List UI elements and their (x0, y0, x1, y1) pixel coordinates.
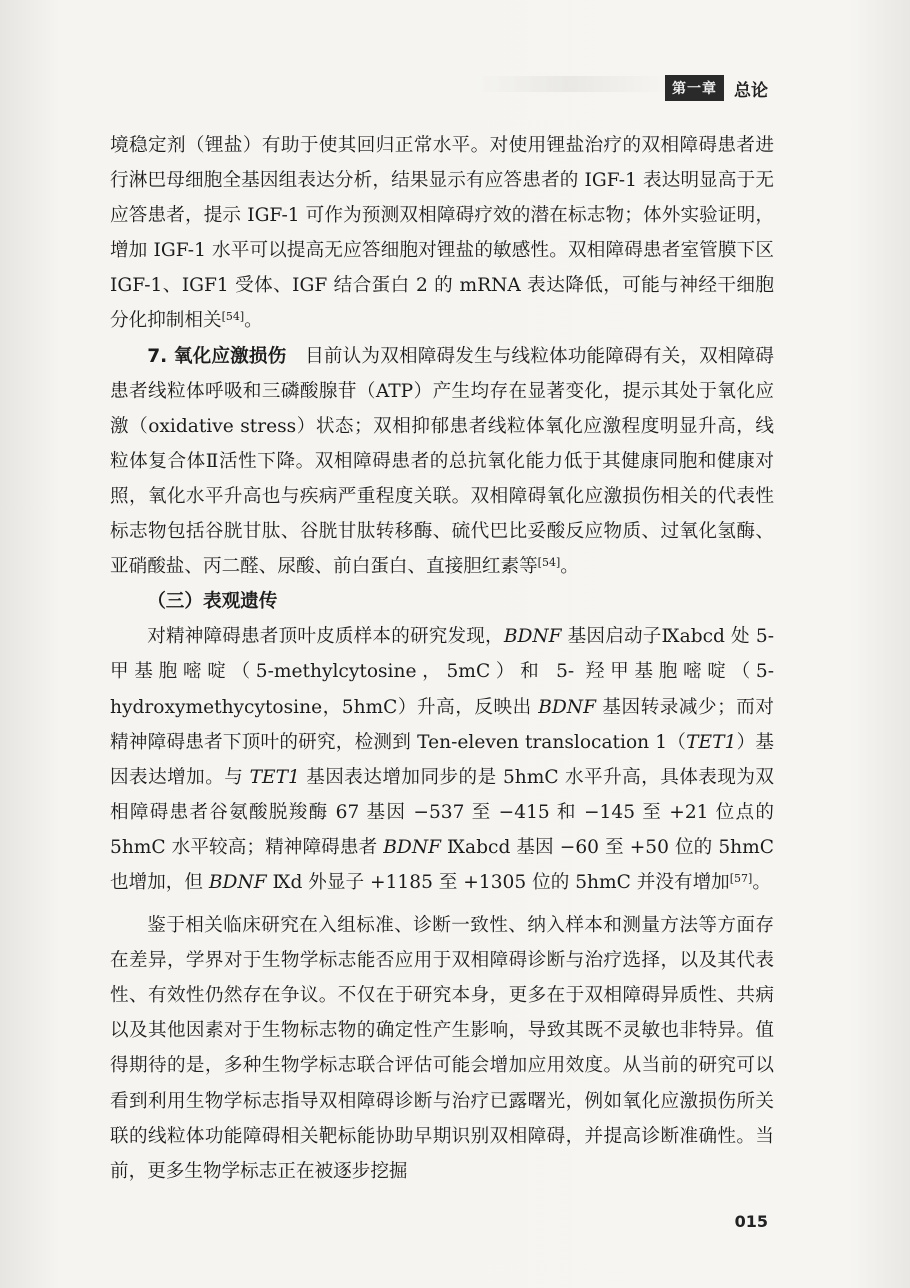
running-header (665, 75, 768, 101)
paragraph-oxidative-stress: 7. 氧化应激损伤 目前认为双相障碍发生与线粒体功能障碍有关，双相障碍患者线粒体呼吸和三磷酸腺苷（ATP）产生均存在显著变化，提示其处于氧化应激（oxidative stress）状态；双相抑郁患者线粒体氧化应激程度明显升高，线粒体复合体Ⅱ活性下降。双相障碍患者的总抗氧化能力低于其健康同胞和健康对照，氧化水平升高也与疾病严重程度关联。双相障碍氧化应激损伤相关的代表性标志物包括谷胱甘肽、谷胱甘肽转移酶、硫代巴比妥酸反应物质、过氧化氢酶、亚硝酸盐、丙二醛、尿酸、前白蛋白、直接胆红素等[54]。 (110, 345, 774, 578)
gene-name: BDNF (538, 696, 596, 718)
chapter-badge: 第一章 (665, 75, 724, 101)
page-number: 015 (734, 1212, 768, 1231)
body-text (110, 128, 774, 1189)
citation-54b: [54] (537, 556, 561, 570)
gene-name: BDNF (503, 626, 562, 648)
gene-name: BDNF (383, 836, 442, 858)
citation-57: [57] (729, 871, 753, 885)
bleed-through-shadow (470, 76, 670, 92)
subsection-lead: 7. 氧化应激损伤 (147, 345, 287, 367)
gene-name: TET1 (686, 731, 737, 753)
chapter-title: 总论 (734, 80, 768, 101)
gene-name: TET1 (249, 766, 300, 788)
citation-54: [54] (221, 310, 245, 324)
paragraph-epigenetics: 对精神障碍患者顶叶皮质样本的研究发现，BDNF 基因启动子Ⅸabcd 处 5- 甲基胞嘧啶（5-methylcytosine，5mC）和 5- 羟甲基胞嘧啶（5-hydroxymethycytosine，5hmC）升高，反映出 BDNF 基因转录减少；而对精神障碍患者下顶叶的研究，检测到 Ten-eleven translocation 1（TET1）基因表达增加。与 TET1 基因表达增加同步的是 5hmC 水平升高，具体表现为双相障碍患者谷氨酸脱羧酶 67 基因 −537 至 −415 和 −145 至 +21 位点的 5hmC 水平较高；精神障碍患者 BDNF Ⅸabcd 基因 −60 至 +50 位的 5hmC 也增加，但 BDNF Ⅸd 外显子 +1185 至 +1305 位的 5hmC 并没有增加[57]。 (110, 626, 774, 893)
gene-name: BDNF (208, 871, 267, 893)
paragraph-igf1: 境稳定剂（锂盐）有助于使其回归正常水平。对使用锂盐治疗的双相障碍患者进行淋巴母细胞全基因组表达分析，结果显示有应答患者的 IGF-1 表达明显高于无应答患者，提示 IGF-1 可作为预测双相障碍疗效的潜在标志物；体外实验证明，增加 IGF-1 水平可以提高无应答细胞对锂盐的敏感性。双相障碍患者室管膜下区 IGF-1、IGF1 受体、IGF 结合蛋白 2 的 mRNA 表达降低，可能与神经干细胞分化抑制相关[54]。 (110, 135, 774, 332)
paragraph-summary: 鉴于相关临床研究在入组标准、诊断一致性、纳入样本和测量方法等方面存在差异，学界对于生物学标志能否应用于双相障碍诊断与治疗选择，以及其代表性、有效性仍然存在争议。不仅在于研究本身，更多在于双相障碍异质性、共病以及其他因素对于生物标志物的确定性产生影响，导致其既不灵敏也非特异。值得期待的是，多种生物学标志联合评估可能会增加应用效度。从当前的研究可以看到利用生物学标志指导双相障碍诊断与治疗已露曙光，例如氧化应激损伤所关联的线粒体功能障碍相关靶标能协助早期识别双相障碍，并提高诊断准确性。当前，更多生物学标志正在被逐步挖掘 (110, 915, 774, 1182)
section-heading-epigenetics: （三）表观遗传 (147, 591, 278, 613)
